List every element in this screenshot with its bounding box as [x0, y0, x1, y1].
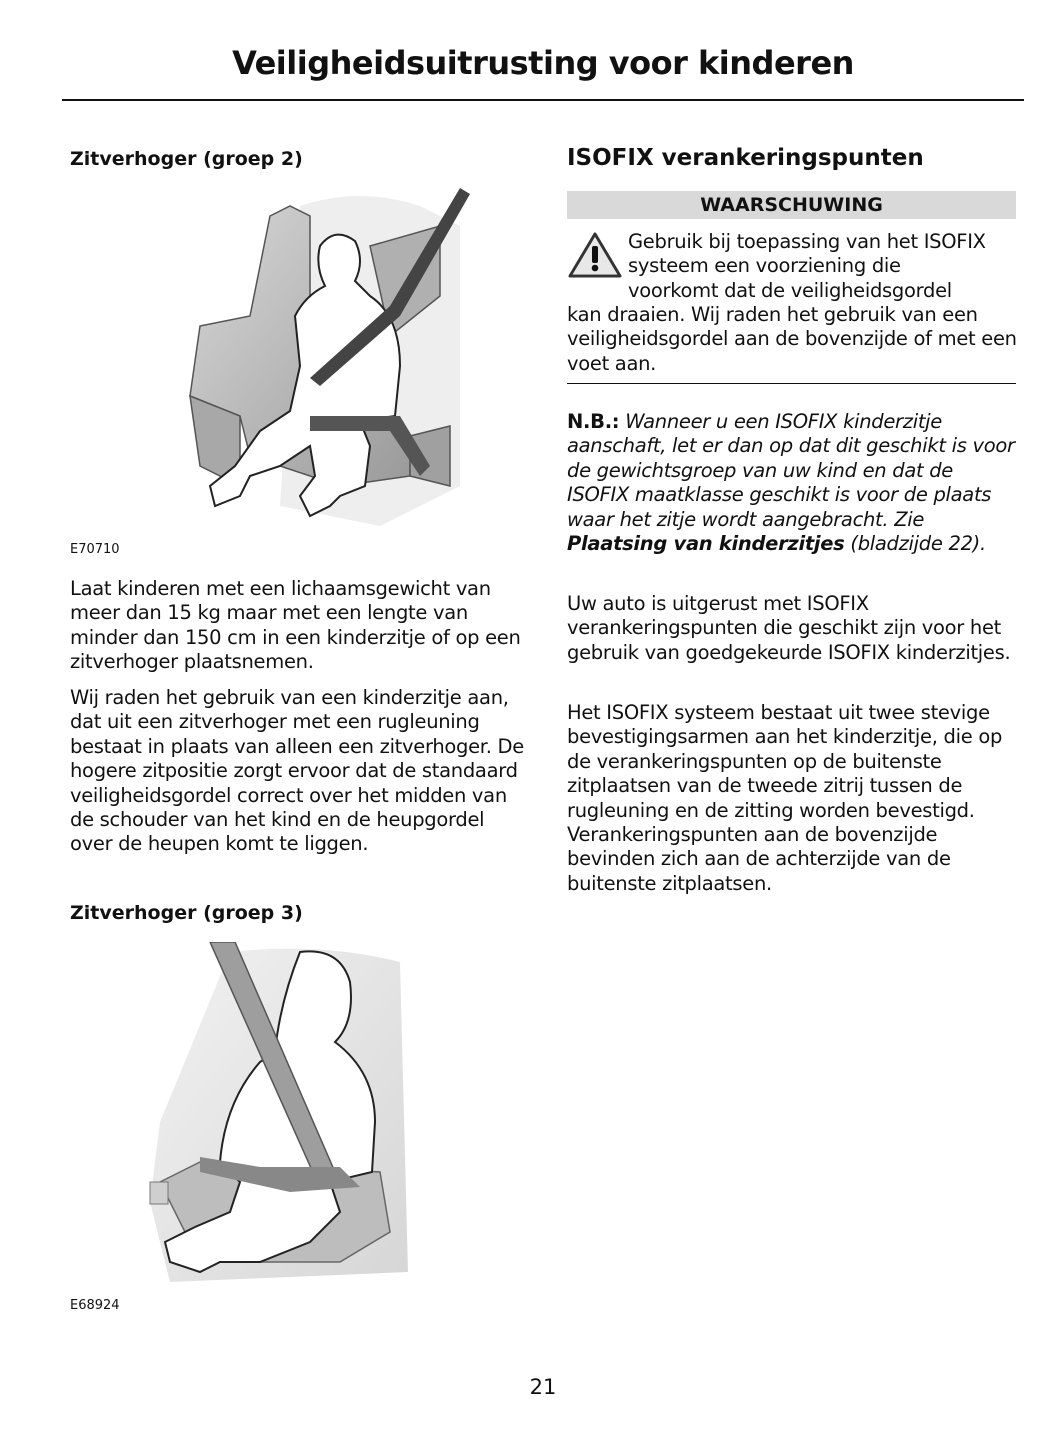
section-heading-group3: Zitverhoger (groep 3): [70, 902, 303, 924]
page-number: 21: [529, 1375, 557, 1399]
paragraph-weight-height: Laat kinderen met een lichaamsgewicht van meer dan 15 kg maar met een lengte van minder dan 150 cm in een kinderzitje of op een zitverhoger plaatsnemen.: [70, 577, 521, 674]
booster-seat-group3-illustration: [140, 942, 410, 1287]
section-heading-isofix: ISOFIX verankeringspunten: [567, 145, 924, 171]
warning-header: WAARSCHUWING: [567, 191, 1016, 219]
warning-text-line2: systeem een voorziening die: [628, 254, 901, 277]
note-label: N.B.:: [567, 410, 620, 433]
figure-code-2: E68924: [70, 1298, 120, 1313]
figure-code-1: E70710: [70, 542, 120, 557]
warning-triangle-icon: [567, 231, 623, 279]
paragraph-booster-recommendation: Wij raden het gebruik van een kinderzitje aan, dat uit een zitverhoger met een rugleuning bestaat in plaats van alleen een zitverhoger. De hogere zitpositie zorgt ervoor dat de standaard veiligheidsgordel correct over het midden van de schouder van het kind en de heupgordel over de heupen komt te liggen.: [70, 686, 524, 856]
title-divider: [62, 99, 1024, 101]
warning-text-rest: kan draaien. Wij raden het gebruik van een veiligheidsgordel aan de bovenzijde of met een voet aan.: [567, 303, 1017, 375]
warning-text-line3: voorkomt dat de veiligheidsgordel: [628, 279, 952, 302]
paragraph-isofix-equipped: Uw auto is uitgerust met ISOFIX verankeringspunten die geschikt zijn voor het gebruik van goedgekeurde ISOFIX kinderzitjes.: [567, 592, 1011, 664]
paragraph-isofix-system: Het ISOFIX systeem bestaat uit twee stevige bevestigingsarmen aan het kinderzitje, die op de verankeringspunten op de buitenste zitplaatsen van de tweede zitrij tussen de rugleuning en de zitting worden bevestigd. Verankeringspunten aan de bovenzijde bevinden zich aan de achterzijde van de buitenste zitplaatsen.: [567, 701, 1003, 895]
warning-divider: [567, 383, 1016, 384]
note-link[interactable]: Plaatsing van kinderzitjes: [567, 532, 845, 556]
warning-text-line1: Gebruik bij toepassing van het ISOFIX: [628, 230, 986, 253]
note-paragraph: [567, 410, 1017, 556]
note-suffix: (bladzijde 22).: [850, 532, 986, 556]
section-heading-group2: Zitverhoger (groep 2): [70, 148, 303, 170]
page-title: Veiligheidsuitrusting voor kinderen: [232, 44, 854, 82]
note-text: Wanneer u een ISOFIX kinderzitje aanschaft, let er dan op dat dit geschikt is voor de gewichtsgroep van uw kind en dat de ISOFIX maatklasse geschikt is voor de plaats waar het zitje wordt aangebracht. Zie: [567, 410, 1015, 531]
booster-seat-group2-illustration: [160, 186, 480, 548]
